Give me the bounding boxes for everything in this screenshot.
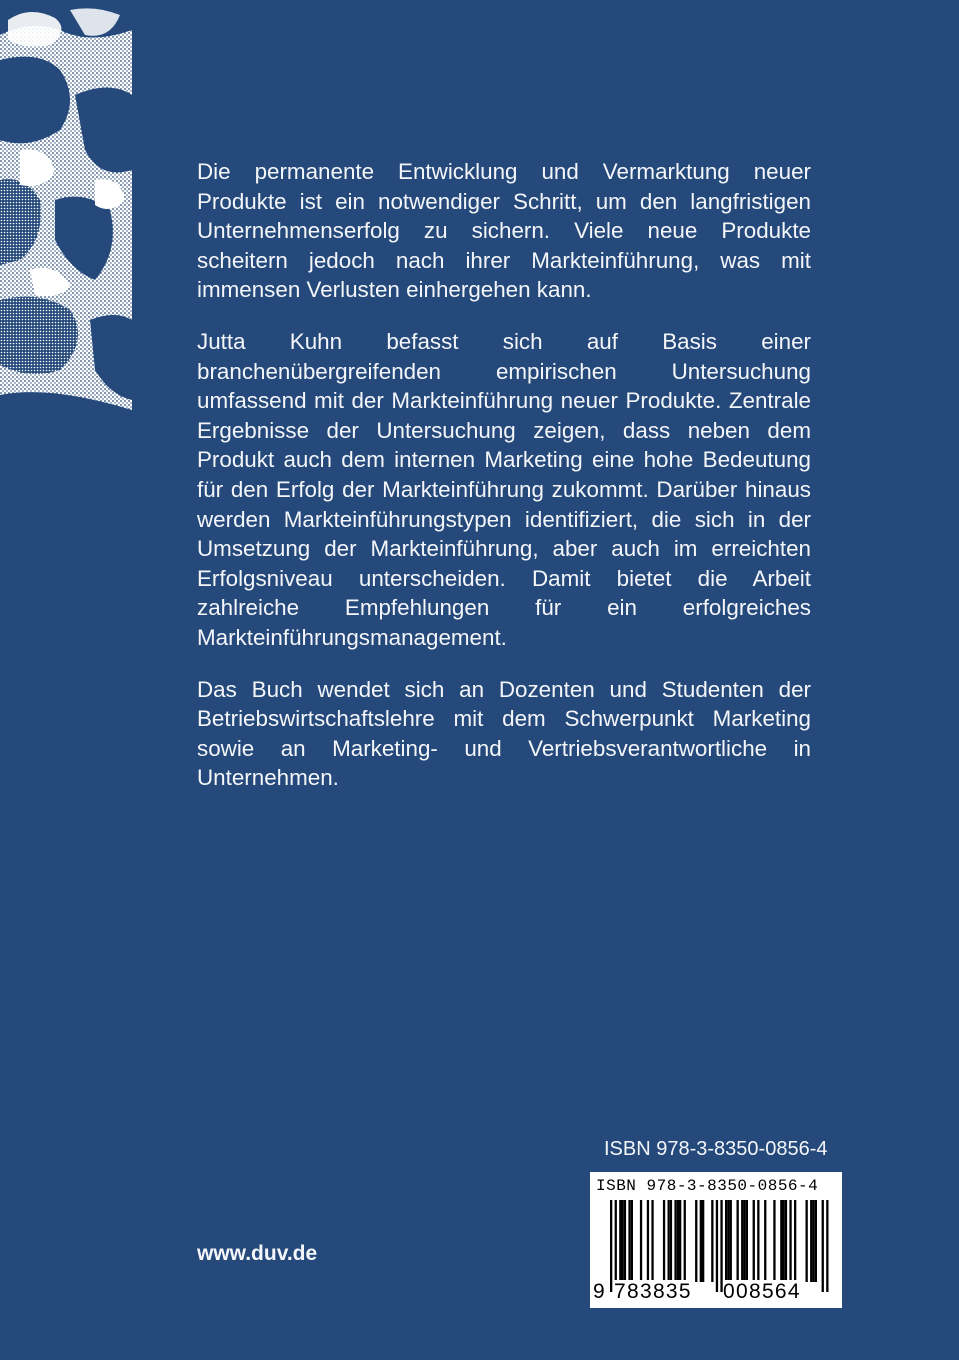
barcode-bar bbox=[826, 1200, 828, 1292]
isbn-barcode bbox=[590, 1172, 842, 1308]
barcode-bar bbox=[647, 1200, 649, 1282]
blurb-paragraph-3: Das Buch wendet sich an Dozenten und Studenten der Betriebswirtschaftslehre mit dem Schwerpunkt Marketing sowie an Marketing- und Vertriebsverantwortliche in Unternehmen. bbox=[197, 676, 811, 791]
barcode-right-digits: 008564 bbox=[723, 1280, 801, 1303]
barcode-bar bbox=[628, 1200, 630, 1282]
blurb-paragraph-2: Jutta Kuhn befasst sich auf Basis einer branchenübergreifenden empirischen Untersuchung umfassend mit der Markteinführung neuer Produkte. Zentrale Ergebnisse der Untersuchung zeigen, dass neben dem Produkt auch dem internen Marketing eine hohe Bedeutung für den Erfolg der Markteinführung zukommt. Darüber hinaus werden Markteinführungstypen identifiziert, die sich in der Umsetzung der Markteinführung, aber auch im erreichten Erfolgsniveau unterscheiden. Damit bietet die Arbeit zahlreiche Empfehlungen für ein erfolgreiches Markteinführungsmanagement. bbox=[197, 328, 811, 650]
barcode-bar bbox=[789, 1200, 791, 1282]
barcode-bar bbox=[695, 1200, 697, 1282]
barcode-bar bbox=[668, 1200, 670, 1282]
barcode-left-digits: 783835 bbox=[614, 1280, 692, 1303]
barcode-bar bbox=[737, 1200, 739, 1282]
barcode-bar bbox=[622, 1200, 624, 1282]
barcode-bar bbox=[677, 1200, 679, 1282]
isbn-label: ISBN 978-3-8350-0856-4 bbox=[604, 1138, 828, 1160]
barcode-bar bbox=[700, 1200, 702, 1282]
barcode-bar bbox=[619, 1200, 621, 1282]
barcode-bar bbox=[716, 1200, 718, 1292]
blurb-paragraph-1: Die permanente Entwicklung und Vermarktung neuer Produkte ist ein notwendiger Schritt, um den langfristigen Unternehmenserfolg zu sichern. Viele neue Produkte scheitern jedoch nach ihrer Markteinführung, was mit immensen Verlusten einhergehen kann. bbox=[197, 159, 811, 303]
barcode-bar bbox=[822, 1200, 824, 1292]
barcode-bar bbox=[764, 1200, 766, 1282]
barcode-isbn-text: ISBN 978-3-8350-0856-4 bbox=[596, 1177, 819, 1195]
barcode-bar bbox=[624, 1200, 626, 1282]
barcode-bar bbox=[640, 1200, 642, 1282]
barcode-bar bbox=[720, 1200, 722, 1292]
barcode-bar bbox=[670, 1200, 672, 1282]
publisher-website: www.duv.de bbox=[197, 1242, 318, 1265]
barcode-bar bbox=[725, 1200, 727, 1282]
barcode-bar bbox=[631, 1200, 633, 1282]
barcode-bar bbox=[783, 1200, 785, 1282]
barcode-bar bbox=[615, 1200, 617, 1292]
barcode-digits bbox=[590, 1280, 842, 1306]
barcode-bar bbox=[812, 1200, 814, 1282]
barcode-bar bbox=[727, 1200, 729, 1282]
barcode-bar bbox=[684, 1200, 686, 1282]
barcode-bar bbox=[674, 1200, 676, 1282]
barcode-bar bbox=[610, 1200, 612, 1292]
barcode-first-digit: 9 bbox=[593, 1280, 605, 1303]
barcode-bar bbox=[785, 1200, 787, 1282]
barcode-bar bbox=[780, 1200, 782, 1282]
barcode-bar bbox=[753, 1200, 755, 1282]
barcode-bar bbox=[757, 1200, 759, 1282]
barcode-bar bbox=[702, 1200, 704, 1282]
globe-fragment-icon bbox=[0, 0, 132, 424]
barcode-bar bbox=[743, 1200, 745, 1282]
barcode-bar bbox=[810, 1200, 812, 1282]
barcode-bar bbox=[711, 1200, 713, 1282]
barcode-bar bbox=[794, 1200, 796, 1282]
barcode-bar bbox=[773, 1200, 775, 1282]
barcode-bar bbox=[815, 1200, 817, 1282]
barcode-bar bbox=[651, 1200, 653, 1282]
barcode-bar bbox=[746, 1200, 748, 1282]
barcode-bar bbox=[663, 1200, 665, 1282]
blurb-text bbox=[197, 157, 811, 815]
barcode-bar bbox=[730, 1200, 732, 1282]
barcode-bar bbox=[806, 1200, 808, 1282]
barcode-bar bbox=[679, 1200, 681, 1282]
barcode-bar bbox=[741, 1200, 743, 1282]
